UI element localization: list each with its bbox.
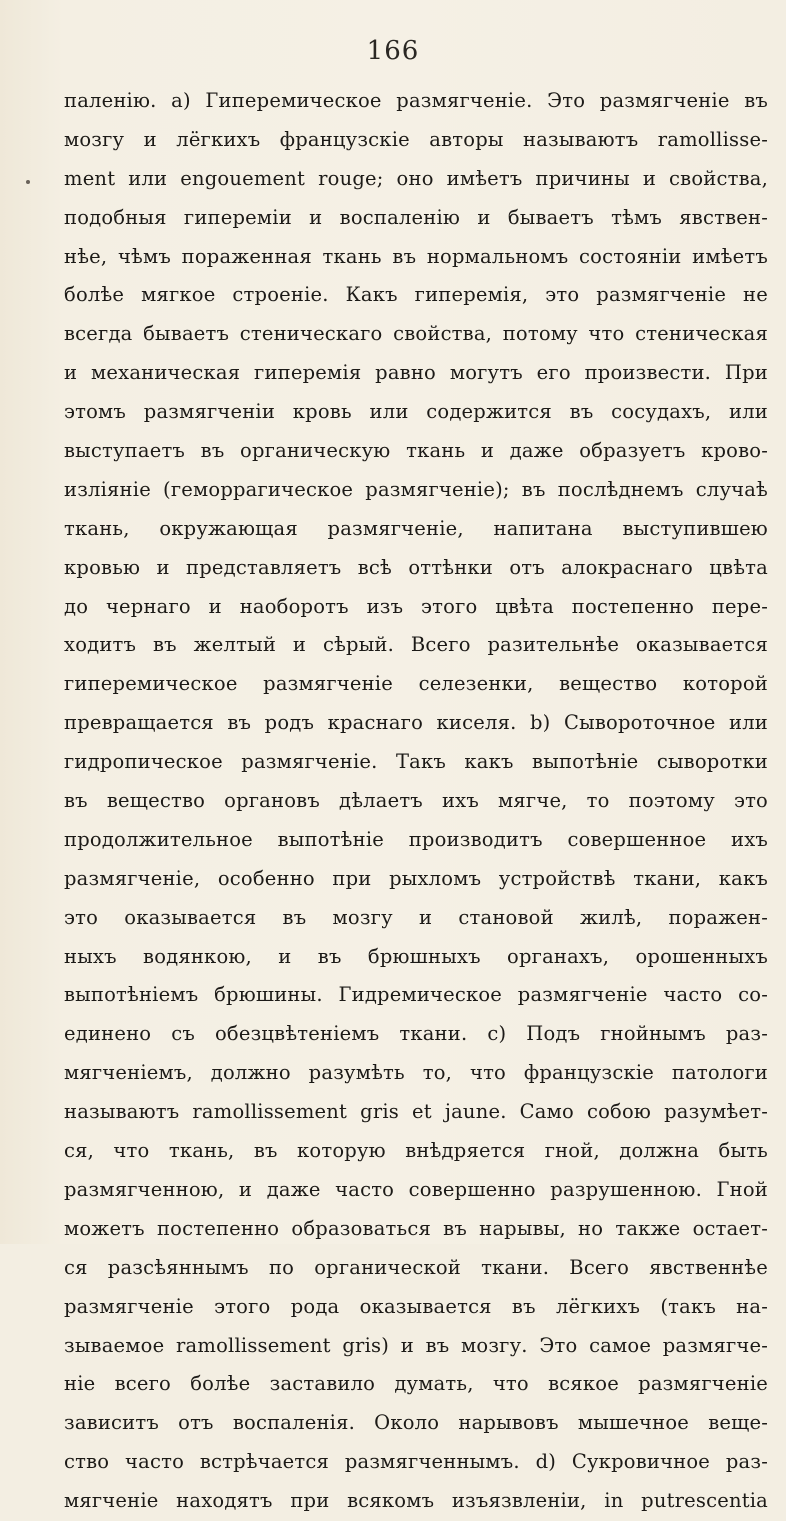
text-line: можетъ постепенно образоваться въ нарывы, но также остает- xyxy=(64,1216,768,1240)
text-line: размягченіе, особенно при рыхломъ устройствѣ ткани, какъ xyxy=(64,866,768,890)
text-line: въ вещество органовъ дѣлаетъ ихъ мягче, то поэтому это xyxy=(64,789,768,813)
text-line: ся разсѣяннымъ по органической ткани. Всего явственнѣе xyxy=(64,1255,768,1279)
text-line: мягченіе находятъ при всякомъ изъязвленіи, in putrescentia xyxy=(64,1489,768,1513)
text-line: и механическая гиперемія равно могутъ его произвести. При xyxy=(64,361,768,385)
text-line: всегда бываетъ стеническаго свойства, потому что стеническая xyxy=(64,322,768,346)
body-text xyxy=(64,82,768,1521)
text-line: до чернаго и наоборотъ изъ этого цвѣта постепенно пере- xyxy=(64,594,768,618)
text-line: называютъ ramollissement gris et jaune. Само собою разумѣет- xyxy=(64,1100,768,1124)
text-line: это оказывается въ мозгу и становой жилѣ, поражен- xyxy=(64,905,768,929)
text-line: ся, что ткань, въ которую внѣдряется гной, должна быть xyxy=(64,1139,768,1163)
text-line: зываемое ramollissement gris) и въ мозгу. Это самое размягче- xyxy=(64,1333,768,1357)
text-line: ніе всего болѣе заставило думать, что всякое размягченіе xyxy=(64,1372,768,1396)
text-line: паленію. а) Гиперемическое размягченіе. Это размягченіе въ xyxy=(64,89,768,112)
text-line: размягченною, и даже часто совершенно разрушенною. Гной xyxy=(64,1177,768,1201)
text-line: ныхъ водянкою, и въ брюшныхъ органахъ, орошенныхъ xyxy=(64,944,768,968)
text-line: нѣе, чѣмъ пораженная ткань въ нормальномъ состояніи имѣетъ xyxy=(64,244,768,268)
text-line: ходитъ въ желтый и сѣрый. Всего разительнѣе оказывается xyxy=(64,633,768,657)
text-line: болѣе мягкое строеніе. Какъ гиперемія, это размягченіе не xyxy=(64,283,768,307)
text-line: размягченіе этого рода оказывается въ лёгкихъ (такъ на- xyxy=(64,1294,768,1318)
text-line: этомъ размягченіи кровь или содержится въ сосудахъ, или xyxy=(64,400,768,424)
text-line: мозгу и лёгкихъ французскіе авторы называютъ ramollisse- xyxy=(64,127,768,151)
text-line: превращается въ родъ краснаго киселя. b) Сывороточное или xyxy=(64,711,768,735)
paper-speck xyxy=(26,180,30,184)
text-line: выпотѣніемъ брюшины. Гидремическое размягченіе часто со- xyxy=(64,983,768,1007)
page-number: 166 xyxy=(366,36,420,66)
text-line: продолжительное выпотѣніе производитъ совершенное ихъ xyxy=(64,827,768,851)
text-line: гидропическое размягченіе. Такъ какъ выпотѣніе сыворотки xyxy=(64,750,768,774)
text-line: выступаетъ въ органическую ткань и даже образуетъ крово- xyxy=(64,439,768,463)
text-line: зависитъ отъ воспаленія. Около нарывовъ мышечное веще- xyxy=(64,1411,768,1435)
text-line: единено съ обезцвѣтеніемъ ткани. c) Подъ гнойнымъ раз- xyxy=(64,1022,768,1046)
text-line: ment или engouement rouge; оно имѣетъ причины и свойства, xyxy=(64,166,768,190)
text-line: ство часто встрѣчается размягченнымъ. d) Сукровичное раз- xyxy=(64,1450,768,1474)
text-line: ткань, окружающая размягченіе, напитана выступившею xyxy=(64,516,768,540)
text-line: гиперемическое размягченіе селезенки, вещество которой xyxy=(64,672,768,696)
text-line: изліяніе (геморрагическое размягченіе); въ послѣднемъ случаѣ xyxy=(64,477,768,501)
text-line: подобныя гипереміи и воспаленію и бываетъ тѣмъ явствен- xyxy=(64,205,768,229)
text-line: мягченіемъ, должно разумѣть то, что французскіе патологи xyxy=(64,1061,768,1085)
text-line: кровью и представляетъ всѣ оттѣнки отъ алокраснаго цвѣта xyxy=(64,555,768,579)
